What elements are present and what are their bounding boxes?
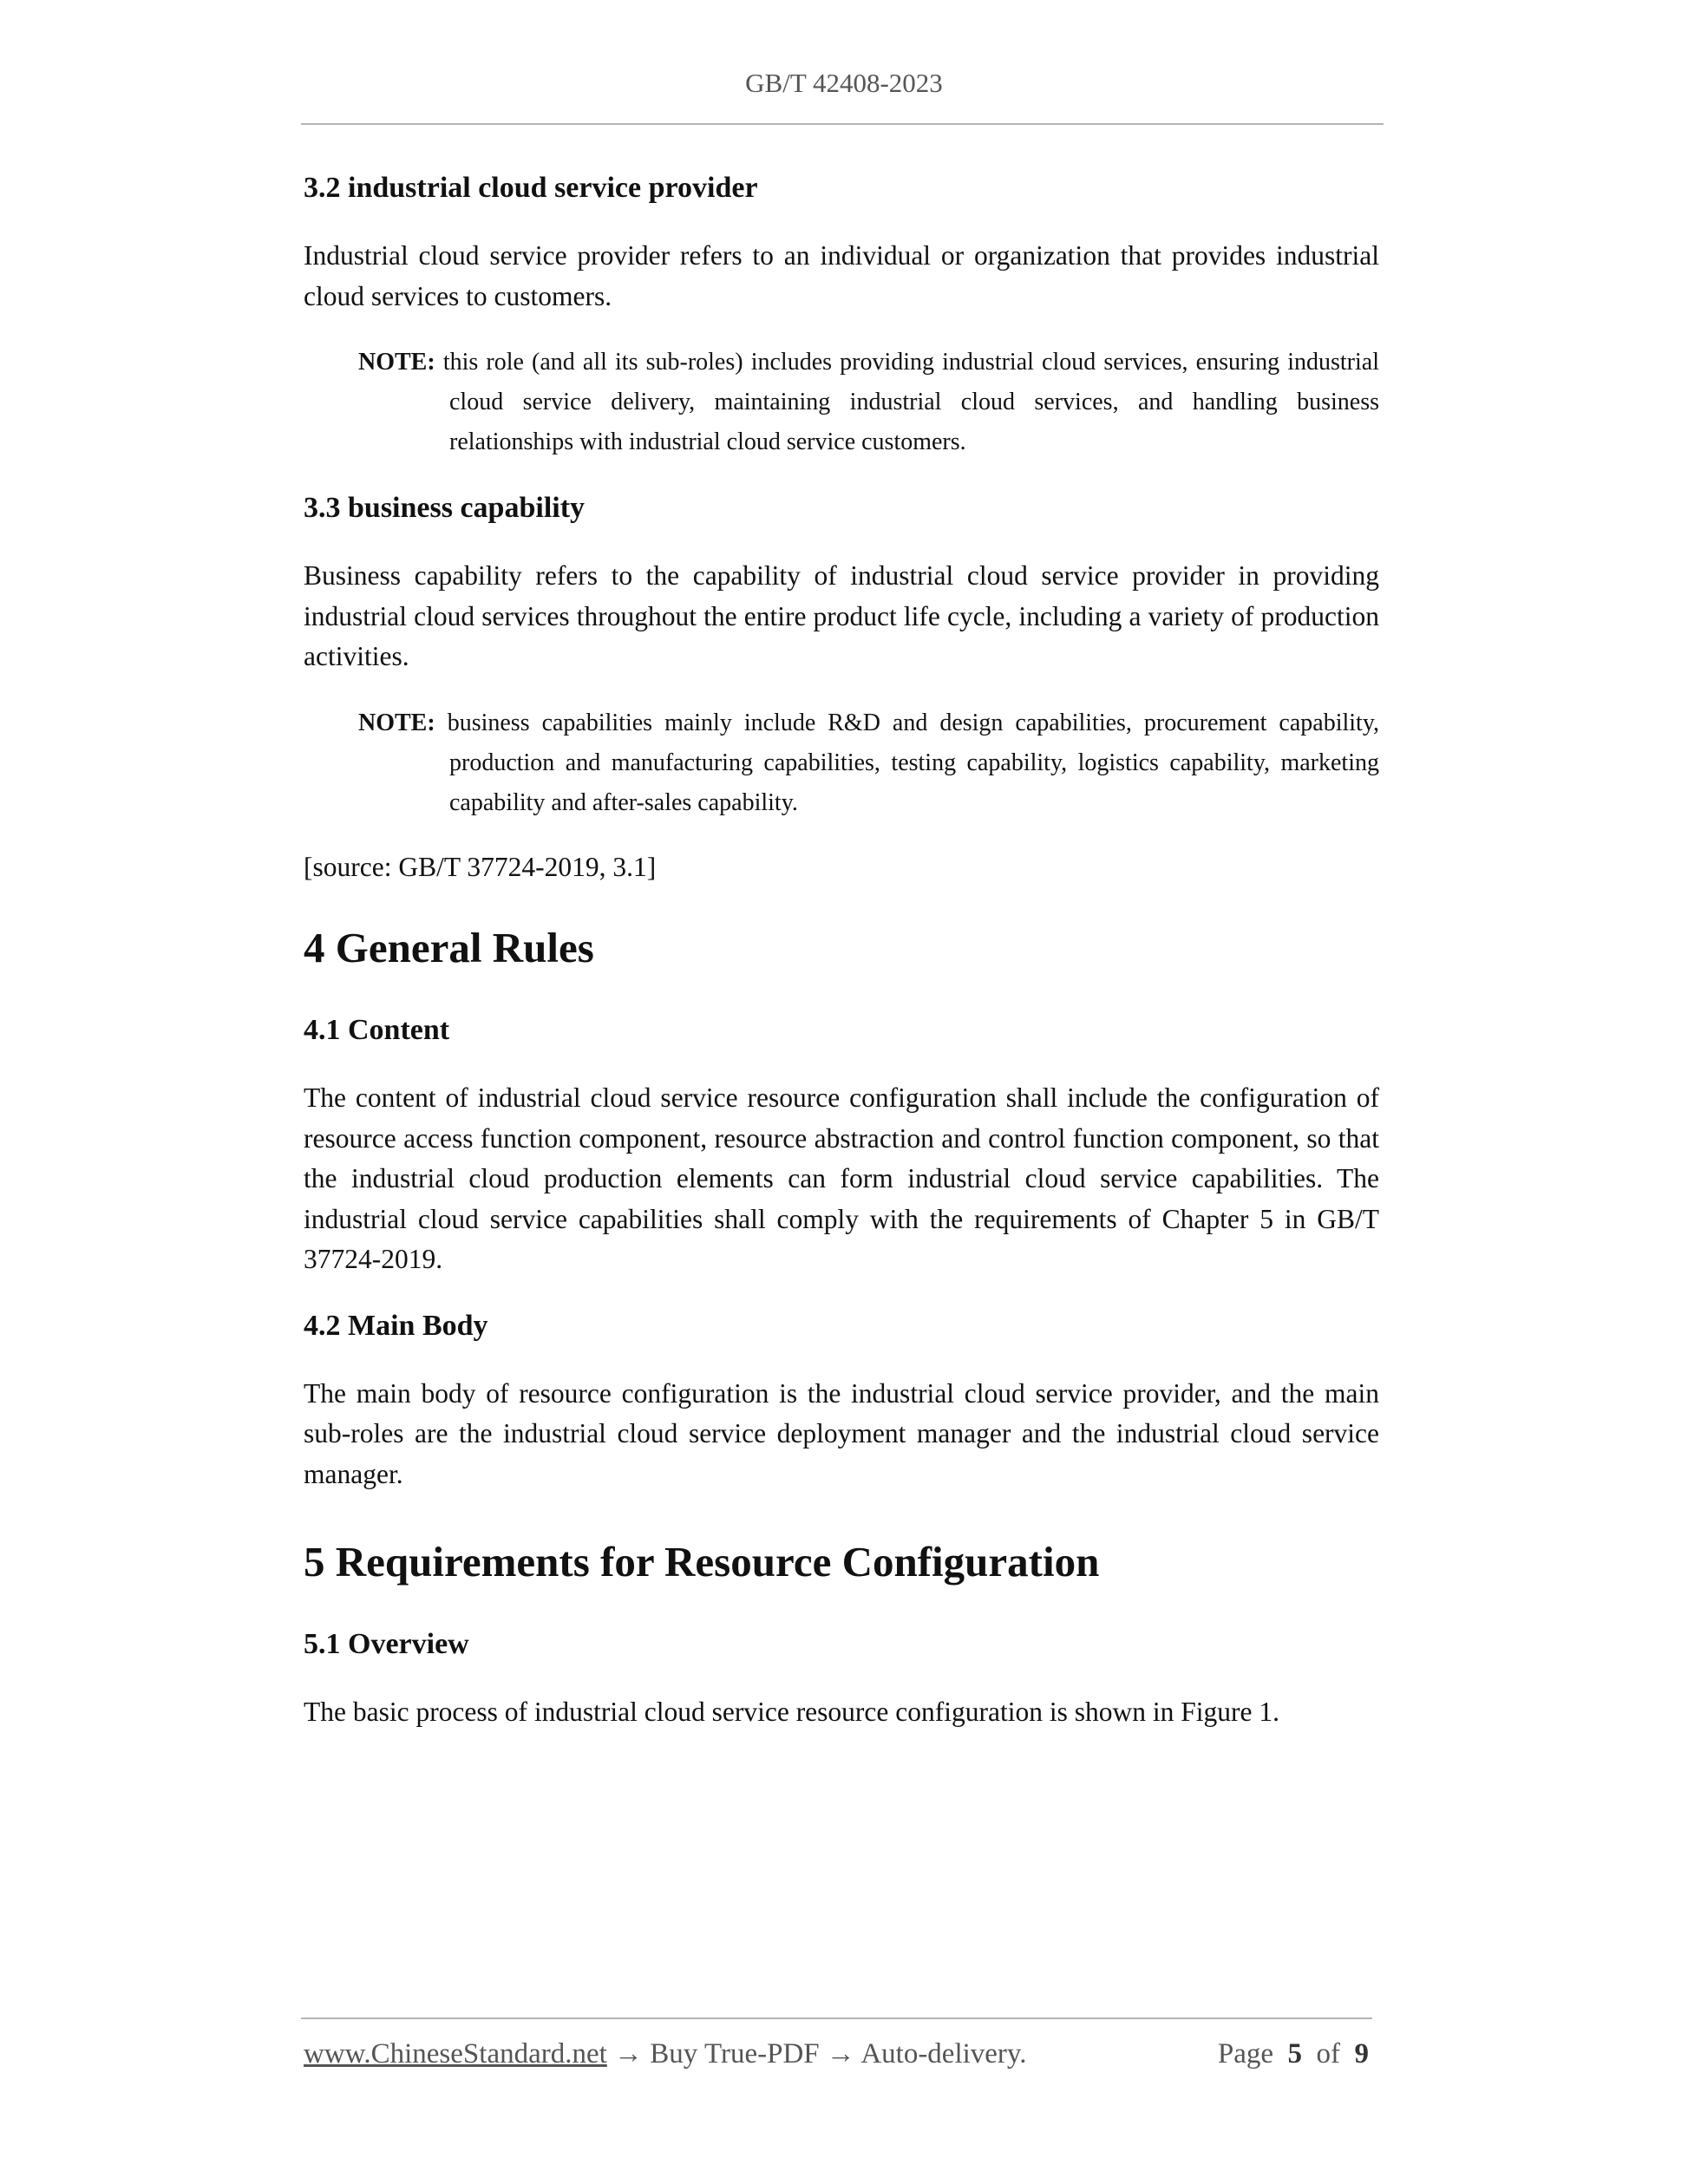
arrow-right-icon: → <box>614 2038 644 2070</box>
footer-promo <box>304 2038 1027 2070</box>
section-4-1-heading: 4.1 Content <box>304 1014 450 1046</box>
header-divider <box>301 123 1384 125</box>
footer-divider <box>301 2017 1372 2019</box>
page-total: 9 <box>1354 2038 1369 2070</box>
section-5-1-body: The basic process of industrial cloud service resource configuration is shown in Figure 1. <box>304 1697 1279 1727</box>
section-4-2-heading: 4.2 Main Body <box>304 1309 488 1342</box>
arrow-right-icon: → <box>826 2038 855 2070</box>
note-text: business capabilities mainly include R&D and design capabilities, procurement capability, production and manufacturing capabilities, testing capability, logistics capability, marketing capability and after-sales capability. <box>447 709 1379 816</box>
running-header: GB/T 42408-2023 <box>745 68 943 98</box>
delivery-text: Auto-delivery. <box>860 2038 1027 2070</box>
section-3-3-source: [source: GB/T 37724-2019, 3.1] <box>304 851 657 882</box>
section-3-3-note <box>304 703 1379 823</box>
section-4-2-body: The main body of resource configuration is the industrial cloud service provider, and the main sub-roles are the industrial cloud service deployment manager and the industrial cloud service manager. <box>304 1377 1379 1489</box>
page-body <box>304 167 1379 1733</box>
chapter-4-heading: 4 General Rules <box>304 924 594 971</box>
section-3-2-definition: Industrial cloud service provider refers to an individual or organization that provides industrial cloud services to customers. <box>304 240 1379 311</box>
page-number: 5 <box>1287 2038 1302 2070</box>
note-label: NOTE: <box>358 709 435 736</box>
section-3-2-heading: 3.2 industrial cloud service provider <box>304 172 758 204</box>
buy-pdf-text: Buy True-PDF <box>650 2038 820 2070</box>
of-word: of <box>1316 2038 1340 2070</box>
section-5-1-heading: 5.1 Overview <box>304 1628 469 1660</box>
page-word: Page <box>1217 2038 1273 2070</box>
section-3-3-definition: Business capability refers to the capability of industrial cloud service provider in providing industrial cloud services throughout the entire product life cycle, including a variety of production activities. <box>304 560 1379 671</box>
section-4-1-body: The content of industrial cloud service resource configuration shall include the configuration of resource access function component, resource abstraction and control function component, so that the industrial cloud production elements can form industrial cloud service capabilities. The industrial cloud service capabilities shall comply with the requirements of Chapter 5 in GB/T 37724-2019. <box>304 1082 1379 1274</box>
note-label: NOTE: <box>358 349 435 376</box>
section-3-3-heading: 3.3 business capability <box>304 492 586 524</box>
site-link[interactable]: www.ChineseStandard.net <box>304 2038 607 2070</box>
note-text: this role (and all its sub-roles) includes providing industrial cloud services, ensuring industrial cloud service delivery, maintaining industrial cloud services, and handling business relationships with industrial cloud service customers. <box>442 349 1379 455</box>
section-3-2-note <box>304 343 1379 462</box>
page-indicator <box>1218 2038 1369 2070</box>
chapter-5-heading: 5 Requirements for Resource Configuration <box>304 1538 1100 1586</box>
